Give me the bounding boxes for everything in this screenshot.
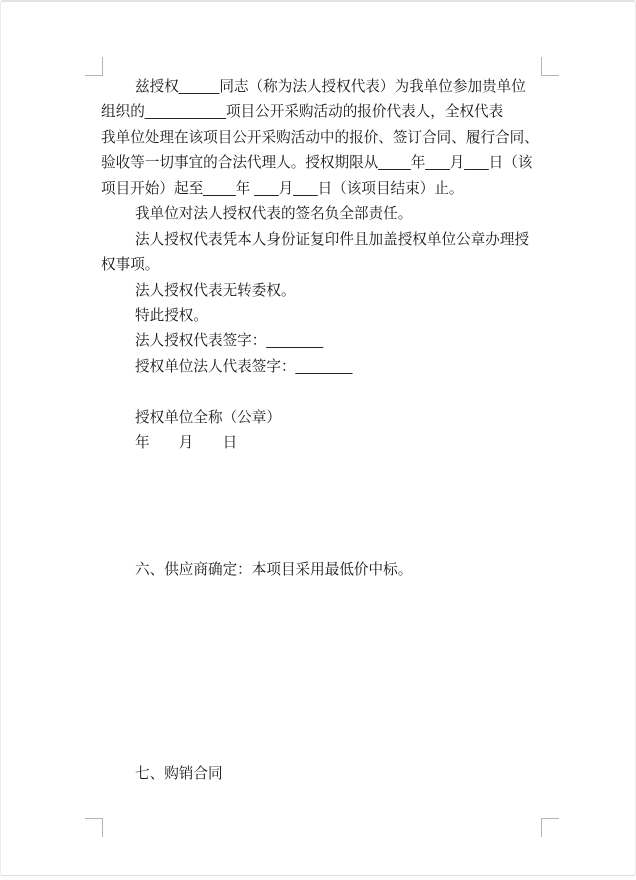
text-line [101,584,545,609]
text-line: 授权单位法人代表签字：_______ [135,358,353,375]
text-line: 验收等一切事宜的合法代理人。授权期限从____年___月___日（该 [101,155,533,172]
text-line: 六、供应商确定：本项目采用最低价中标。 [135,562,413,579]
text-line: 法人授权代表凭本人身份证复印件且加盖授权单位公章办理授 [135,231,530,248]
text-line [101,533,545,558]
text-line [101,686,545,711]
text-line [101,635,545,660]
text-boundary-mark-bottom-right [541,818,559,837]
text-line [101,736,545,761]
text-line: 法人授权代表无转委权。 [135,282,296,299]
document-body [101,75,545,787]
text-line: 年 月 日 [135,435,238,452]
text-line: 法人授权代表签字：_______ [135,333,324,350]
text-line: 项目开始）起至____年 ___月___日（该项目结束）止。 [101,180,464,197]
text-boundary-mark-top-right [541,57,559,76]
text-line [101,457,545,482]
text-line [101,380,545,405]
text-line: 七、购销合同 [135,765,223,782]
text-line [101,507,545,532]
text-line: 我单位处理在该项目公开采购活动中的报价、签订合同、履行合同、 [101,129,539,146]
text-line: 授权单位全称（公章） [135,409,281,426]
text-line [101,609,545,634]
text-boundary-mark-bottom-left [85,818,103,837]
text-line: 兹授权_____同志（称为法人授权代表）为我单位参加贵单位 [135,79,526,95]
text-line: 特此授权。 [135,307,208,324]
text-line: 我单位对法人授权代表的签名负全部责任。 [135,206,413,223]
text-boundary-mark-top-left [85,57,103,76]
text-line [101,482,545,507]
text-line [101,711,545,736]
text-line: 权事项。 [101,257,160,274]
text-line [101,660,545,685]
text-line: 组织的__________项目公开采购活动的报价代表人，全权代表 [101,104,504,121]
